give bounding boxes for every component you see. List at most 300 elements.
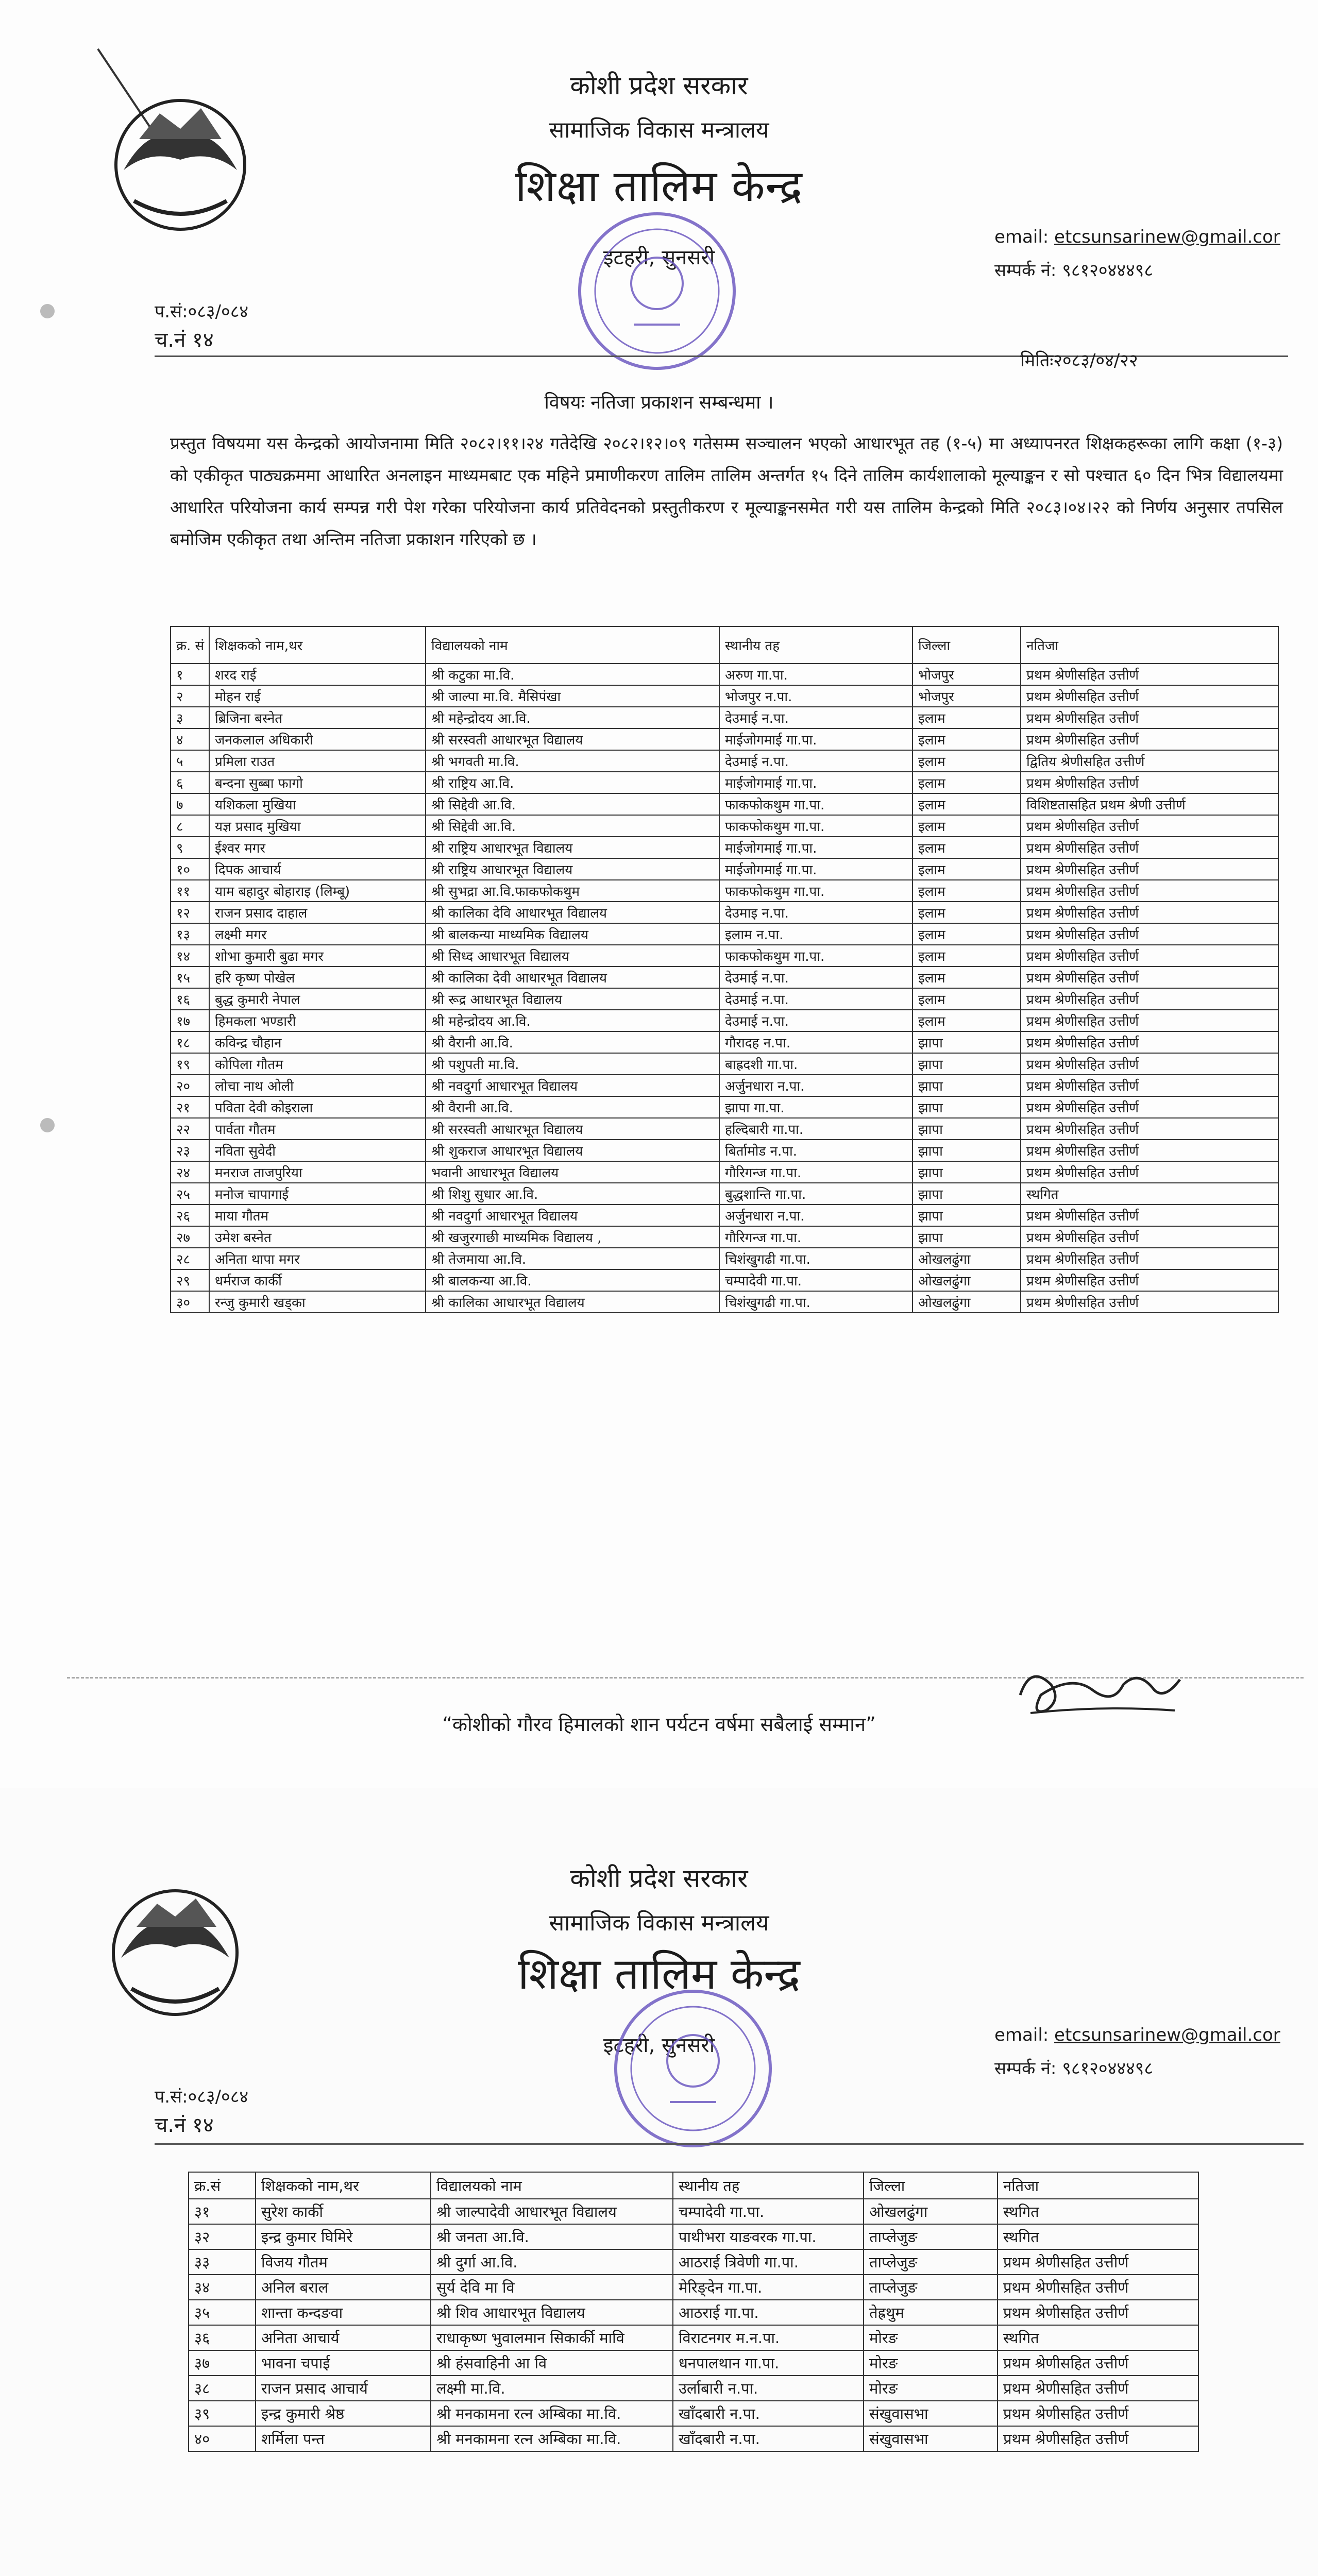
table-cell: प्रथम श्रेणीसहित उत्तीर्ण bbox=[1021, 988, 1278, 1010]
table-row bbox=[171, 1161, 1278, 1183]
email-line bbox=[994, 227, 1280, 247]
table-cell: आठराई त्रिवेणी गा.पा. bbox=[673, 2249, 864, 2275]
table-cell: प्रथम श्रेणीसहित उत्तीर्ण bbox=[998, 2275, 1198, 2300]
table-cell: इलाम bbox=[913, 923, 1021, 945]
table-cell: हिमकला भण्डारी bbox=[209, 1010, 426, 1031]
table-row bbox=[171, 1053, 1278, 1075]
table-cell: शोभा कुमारी बुढा मगर bbox=[209, 945, 426, 967]
table-cell: पाथीभरा याङवरक गा.पा. bbox=[673, 2224, 864, 2249]
table-cell: श्री शिशु सुधार आ.वि. bbox=[426, 1183, 719, 1205]
table-cell: माया गौतम bbox=[209, 1205, 426, 1226]
table-cell: झापा bbox=[913, 1226, 1021, 1248]
table-header-row bbox=[171, 626, 1278, 664]
table-cell: विशिष्टतासहित प्रथम श्रेणी उत्तीर्ण bbox=[1021, 793, 1278, 815]
table-cell: कविन्द्र चौहान bbox=[209, 1031, 426, 1053]
column-header: क्र. सं bbox=[171, 626, 209, 664]
table-cell: प्रथम श्रेणीसहित उत्तीर्ण bbox=[1021, 728, 1278, 750]
table-cell: गौरिगन्ज गा.पा. bbox=[719, 1226, 913, 1248]
table-cell: ८ bbox=[171, 815, 209, 837]
table-cell: प्रथम श्रेणीसहित उत्तीर्ण bbox=[1021, 685, 1278, 707]
table-cell: शर्मिला पन्त bbox=[256, 2426, 431, 2451]
table-cell: ३० bbox=[171, 1291, 209, 1313]
table-cell: प्रथम श्रेणीसहित उत्तीर्ण bbox=[1021, 945, 1278, 967]
table-cell: संखुवासभा bbox=[864, 2426, 998, 2451]
table-cell: बुद्ध कुमारी नेपाल bbox=[209, 988, 426, 1010]
table-cell: भोजपुर bbox=[913, 685, 1021, 707]
table-cell: झापा गा.पा. bbox=[719, 1096, 913, 1118]
table-cell: श्री दुर्गा आ.वि. bbox=[431, 2249, 673, 2275]
table-cell: देउमाई न.पा. bbox=[719, 967, 913, 988]
dispatch-number: च.नं १४ bbox=[155, 2113, 214, 2137]
table-cell: प्रथम श्रेणीसहित उत्तीर्ण bbox=[1021, 1291, 1278, 1313]
contact-number: सम्पर्क नं: ९८१२०४४४९८ bbox=[994, 2058, 1153, 2079]
subject-line: विषयः नतिजा प्रकाशन सम्बन्धमा । bbox=[544, 392, 774, 413]
table-cell: रन्जु कुमारी खड्का bbox=[209, 1291, 426, 1313]
table-cell: श्री सरस्वती आधारभूत विद्यालय bbox=[426, 728, 719, 750]
table-cell: प्रथम श्रेणीसहित उत्तीर्ण bbox=[998, 2249, 1198, 2275]
table-row bbox=[171, 902, 1278, 923]
table-cell: इलाम bbox=[913, 967, 1021, 988]
ministry-name: सामाजिक विकास मन्त्रालय bbox=[549, 117, 769, 143]
table-cell: जनकलाल अधिकारी bbox=[209, 728, 426, 750]
table-cell: हरि कृष्ण पोखेल bbox=[209, 967, 426, 988]
table-cell: ताप्लेजुङ bbox=[864, 2224, 998, 2249]
table-cell: धनपालथान गा.पा. bbox=[673, 2350, 864, 2376]
table-cell: ३८ bbox=[189, 2376, 256, 2401]
table-row bbox=[171, 837, 1278, 858]
table-row bbox=[189, 2350, 1198, 2376]
table-cell: १० bbox=[171, 858, 209, 880]
email-link[interactable]: etcsunsarinew@gmail.cor bbox=[1054, 2025, 1280, 2045]
table-cell: देउमाई न.पा. bbox=[719, 988, 913, 1010]
table-cell: ३६ bbox=[189, 2325, 256, 2350]
table-cell: ५ bbox=[171, 750, 209, 772]
table-cell: बुद्धशान्ति गा.पा. bbox=[719, 1183, 913, 1205]
table-cell: देउमाई न.पा. bbox=[719, 1010, 913, 1031]
table-cell: शान्ता कन्दङवा bbox=[256, 2300, 431, 2325]
table-cell: २ bbox=[171, 685, 209, 707]
table-cell: उर्लाबारी न.पा. bbox=[673, 2376, 864, 2401]
table-cell: झापा bbox=[913, 1118, 1021, 1140]
government-name: कोशी प्रदेश सरकार bbox=[570, 71, 748, 100]
table-cell: स्थगित bbox=[998, 2224, 1198, 2249]
table-cell: यज्ञ प्रसाद मुखिया bbox=[209, 815, 426, 837]
table-cell: आठराई गा.पा. bbox=[673, 2300, 864, 2325]
table-cell: श्री नवदुर्गा आधारभूत विद्यालय bbox=[426, 1075, 719, 1096]
table-cell: २६ bbox=[171, 1205, 209, 1226]
table-cell: खाँदबारी न.पा. bbox=[673, 2426, 864, 2451]
table-cell: श्री सरस्वती आधारभूत विद्यालय bbox=[426, 1118, 719, 1140]
table-cell: ६ bbox=[171, 772, 209, 793]
table-row bbox=[171, 1075, 1278, 1096]
table-cell: इन्द्र कुमार घिमिरे bbox=[256, 2224, 431, 2249]
table-cell: ब्रिजिना बस्नेत bbox=[209, 707, 426, 728]
notice-paragraph: प्रस्तुत विषयमा यस केन्द्रको आयोजनामा मिति २०८२।११।२४ गतेदेखि २०८२।१२।०९ गतेसम्म सञ्चालन भएको आधारभूत तह (१-५) मा अध्यापनरत शिक्षकहरूका लागि कक्षा (१-३) को एकीकृत पाठ्यक्रममा आधारित अनलाइन माध्यमबाट एक महिने प्रमाणीकरण तालिम तालिम अन्तर्गत १५ दिने तालिम कार्यशालाको मूल्याङ्कन र सो पश्चात ६० दिन भित्र विद्यालयमा आधारित परियोजना कार्य सम्पन्न गरी पेश गरेका परियोजना कार्य प्रतिवेदनको प्रस्तुतीकरण र मूल्याङ्कनसमेत गरी यस तालिम केन्द्रको मिति २०८३।०४।२२ को निर्णय अनुसार तपसिल बमोजिम एकीकृत तथा अन्तिम नतिजा प्रकाशन गरिएको छ । bbox=[170, 433, 1283, 549]
office-stamp bbox=[572, 206, 742, 376]
table-cell: इलाम bbox=[913, 793, 1021, 815]
table-cell: श्री महेन्द्रोदय आ.वि. bbox=[426, 1010, 719, 1031]
table-cell: श्री शुकराज आधारभूत विद्यालय bbox=[426, 1140, 719, 1161]
table-cell: पविता देवी कोइराला bbox=[209, 1096, 426, 1118]
ministry-name: सामाजिक विकास मन्त्रालय bbox=[549, 1910, 769, 1936]
column-header: विद्यालयको नाम bbox=[426, 626, 719, 664]
table-cell: प्रथम श्रेणीसहित उत्तीर्ण bbox=[1021, 664, 1278, 685]
table-cell: माईजोगमाई गा.पा. bbox=[719, 837, 913, 858]
table-row bbox=[189, 2275, 1198, 2300]
table-cell: इलाम bbox=[913, 902, 1021, 923]
table-header-row bbox=[189, 2172, 1198, 2199]
table-cell: मोहन राई bbox=[209, 685, 426, 707]
table-cell: इलाम bbox=[913, 728, 1021, 750]
table-cell: चिशंखुगढी गा.पा. bbox=[719, 1291, 913, 1313]
table-cell: गौरिगन्ज गा.पा. bbox=[719, 1161, 913, 1183]
table-cell: ३७ bbox=[189, 2350, 256, 2376]
table-row bbox=[171, 1205, 1278, 1226]
page-2 bbox=[0, 1788, 1318, 2576]
reference-number: प.सं:०८३/०८४ bbox=[155, 301, 249, 322]
table-cell: इलाम bbox=[913, 880, 1021, 902]
table-row bbox=[171, 1118, 1278, 1140]
table-cell: इलाम bbox=[913, 858, 1021, 880]
table-cell: प्रथम श्रेणीसहित उत्तीर्ण bbox=[1021, 880, 1278, 902]
table-cell: ओखलढुंगा bbox=[913, 1291, 1021, 1313]
table-cell: झापा bbox=[913, 1031, 1021, 1053]
table-cell: फाकफोकथुम गा.पा. bbox=[719, 793, 913, 815]
table-row bbox=[171, 750, 1278, 772]
organization-name: शिक्षा तालिम केन्द्र bbox=[518, 1948, 800, 1999]
table-cell: १२ bbox=[171, 902, 209, 923]
table-row bbox=[171, 967, 1278, 988]
table-cell: २० bbox=[171, 1075, 209, 1096]
email-link[interactable]: etcsunsarinew@gmail.cor bbox=[1054, 227, 1280, 247]
table-cell: १४ bbox=[171, 945, 209, 967]
table-cell: १६ bbox=[171, 988, 209, 1010]
table-cell: देउमाई न.पा. bbox=[719, 750, 913, 772]
punch-hole bbox=[40, 1118, 55, 1132]
table-cell: श्री राष्ट्रिय आधारभूत विद्यालय bbox=[426, 837, 719, 858]
office-stamp bbox=[608, 1984, 778, 2154]
table-cell: लक्ष्मी मगर bbox=[209, 923, 426, 945]
table-cell: बाह्रदशी गा.पा. bbox=[719, 1053, 913, 1075]
table-cell: झापा bbox=[913, 1205, 1021, 1226]
results-table-2 bbox=[188, 2172, 1199, 2452]
table-cell: श्री रूद्र आधारभूत विद्यालय bbox=[426, 988, 719, 1010]
table-cell: इलाम bbox=[913, 772, 1021, 793]
table-cell: ३३ bbox=[189, 2249, 256, 2275]
table-cell: प्रथम श्रेणीसहित उत्तीर्ण bbox=[998, 2376, 1198, 2401]
table-cell: ३९ bbox=[189, 2401, 256, 2426]
table-cell: प्रथम श्रेणीसहित उत्तीर्ण bbox=[1021, 967, 1278, 988]
table-cell: अनिता थापा मगर bbox=[209, 1248, 426, 1269]
table-row bbox=[171, 685, 1278, 707]
table-cell: भवानी आधारभूत विद्यालय bbox=[426, 1161, 719, 1183]
table-cell: झापा bbox=[913, 1140, 1021, 1161]
column-header: शिक्षकको नाम,थर bbox=[209, 626, 426, 664]
table-cell: प्रथम श्रेणीसहित उत्तीर्ण bbox=[1021, 1161, 1278, 1183]
table-row bbox=[171, 945, 1278, 967]
table-cell: प्रथम श्रेणीसहित उत्तीर्ण bbox=[1021, 1205, 1278, 1226]
table-cell: बिर्तामोड न.पा. bbox=[719, 1140, 913, 1161]
table-cell: १ bbox=[171, 664, 209, 685]
table-cell: श्री जनता आ.वि. bbox=[431, 2224, 673, 2249]
table-cell: विराटनगर म.न.पा. bbox=[673, 2325, 864, 2350]
table-row bbox=[171, 858, 1278, 880]
table-cell: श्री शिव आधारभूत विद्यालय bbox=[431, 2300, 673, 2325]
table-cell: स्थगित bbox=[998, 2199, 1198, 2224]
table-row bbox=[189, 2376, 1198, 2401]
table-cell: उमेश बस्नेत bbox=[209, 1226, 426, 1248]
table-cell: इलाम bbox=[913, 945, 1021, 967]
table-row bbox=[171, 1291, 1278, 1313]
table-cell: फाकफोकथुम गा.पा. bbox=[719, 880, 913, 902]
table-cell: प्रथम श्रेणीसहित उत्तीर्ण bbox=[1021, 923, 1278, 945]
table-cell: ताप्लेजुङ bbox=[864, 2275, 998, 2300]
table-cell: चम्पादेवी गा.पा. bbox=[673, 2199, 864, 2224]
table-cell: झापा bbox=[913, 1161, 1021, 1183]
table-cell: श्री सुभद्रा आ.वि.फाकफोकथुम bbox=[426, 880, 719, 902]
table-cell: लक्ष्मी मा.वि. bbox=[431, 2376, 673, 2401]
table-row bbox=[189, 2325, 1198, 2350]
table-cell: सुर्य देवि मा वि bbox=[431, 2275, 673, 2300]
table-cell: ३४ bbox=[189, 2275, 256, 2300]
column-header: नतिजा bbox=[1021, 626, 1278, 664]
table-cell: चम्पादेवी गा.पा. bbox=[719, 1269, 913, 1291]
issue-date: मितिः२०८३/०४/२२ bbox=[1020, 350, 1138, 371]
table-cell: प्रथम श्रेणीसहित उत्तीर्ण bbox=[998, 2350, 1198, 2376]
table-cell: २२ bbox=[171, 1118, 209, 1140]
table-cell: २५ bbox=[171, 1183, 209, 1205]
table-cell: इलाम bbox=[913, 1010, 1021, 1031]
table-cell: २९ bbox=[171, 1269, 209, 1291]
table-cell: झापा bbox=[913, 1183, 1021, 1205]
table-cell: ताप्लेजुङ bbox=[864, 2249, 998, 2275]
table-cell: फाकफोकथुम गा.पा. bbox=[719, 945, 913, 967]
table-cell: श्री खजुरगाछी माध्यमिक विद्यालय , bbox=[426, 1226, 719, 1248]
table-cell: इलाम bbox=[913, 707, 1021, 728]
reference-number: प.सं:०८३/०८४ bbox=[155, 2087, 249, 2107]
table-cell: भोजपुर bbox=[913, 664, 1021, 685]
table-cell: याम बहादुर बोहाराइ (लिम्बू) bbox=[209, 880, 426, 902]
table-cell: अनिल बराल bbox=[256, 2275, 431, 2300]
table-cell: प्रथम श्रेणीसहित उत्तीर्ण bbox=[1021, 1140, 1278, 1161]
table-cell: १९ bbox=[171, 1053, 209, 1075]
table-row bbox=[171, 1248, 1278, 1269]
table-cell: श्री वैरानी आ.वि. bbox=[426, 1031, 719, 1053]
table-cell: श्री कटुका मा.वि. bbox=[426, 664, 719, 685]
table-cell: प्रथम श्रेणीसहित उत्तीर्ण bbox=[1021, 1269, 1278, 1291]
table-cell: मोरङ bbox=[864, 2376, 998, 2401]
column-header: शिक्षकको नाम,थर bbox=[256, 2172, 431, 2199]
table-row bbox=[171, 988, 1278, 1010]
table-cell: फाकफोकथुम गा.पा. bbox=[719, 815, 913, 837]
table-cell: ४ bbox=[171, 728, 209, 750]
table-cell: अर्जुनधारा न.पा. bbox=[719, 1075, 913, 1096]
results-table-1 bbox=[170, 626, 1279, 1313]
table-cell: तेह्रथुम bbox=[864, 2300, 998, 2325]
table-cell: अरुण गा.पा. bbox=[719, 664, 913, 685]
table-cell: १५ bbox=[171, 967, 209, 988]
table-row bbox=[171, 1269, 1278, 1291]
table-cell: अर्जुनधारा न.पा. bbox=[719, 1205, 913, 1226]
table-row bbox=[171, 728, 1278, 750]
table-cell: धर्मराज कार्की bbox=[209, 1269, 426, 1291]
table-cell: २४ bbox=[171, 1161, 209, 1183]
table-cell: प्रमिला राउत bbox=[209, 750, 426, 772]
table-cell: प्रथम श्रेणीसहित उत्तीर्ण bbox=[1021, 1053, 1278, 1075]
table-row bbox=[189, 2300, 1198, 2325]
table-row bbox=[171, 1096, 1278, 1118]
table-row bbox=[189, 2199, 1198, 2224]
table-cell: ईश्वर मगर bbox=[209, 837, 426, 858]
table-cell: पार्वता गौतम bbox=[209, 1118, 426, 1140]
table-cell: ओखलढुंगा bbox=[864, 2199, 998, 2224]
column-header: क्र.सं bbox=[189, 2172, 256, 2199]
table-cell: राजन प्रसाद आचार्य bbox=[256, 2376, 431, 2401]
table-row bbox=[171, 707, 1278, 728]
table-cell: चिशंखुगढी गा.पा. bbox=[719, 1248, 913, 1269]
column-header: नतिजा bbox=[998, 2172, 1198, 2199]
table-cell: हल्दिबारी गा.पा. bbox=[719, 1118, 913, 1140]
table-cell: स्थगित bbox=[1021, 1183, 1278, 1205]
column-header: स्थानीय तह bbox=[673, 2172, 864, 2199]
table-cell: दिपक आचार्य bbox=[209, 858, 426, 880]
email-label: email: bbox=[994, 227, 1049, 247]
table-row bbox=[189, 2249, 1198, 2275]
table-cell: नविता सुवेदी bbox=[209, 1140, 426, 1161]
email-label: email: bbox=[994, 2025, 1049, 2045]
table-cell: यशिकला मुखिया bbox=[209, 793, 426, 815]
table-cell: २३ bbox=[171, 1140, 209, 1161]
table-row bbox=[171, 815, 1278, 837]
table-cell: शरद राई bbox=[209, 664, 426, 685]
table-cell: इलाम न.पा. bbox=[719, 923, 913, 945]
table-cell: गौरादह न.पा. bbox=[719, 1031, 913, 1053]
table-cell: श्री मनकामना रत्न अम्बिका मा.वि. bbox=[431, 2401, 673, 2426]
table-row bbox=[171, 1031, 1278, 1053]
table-cell: इलाम bbox=[913, 837, 1021, 858]
table-cell: प्रथम श्रेणीसहित उत्तीर्ण bbox=[1021, 858, 1278, 880]
footer-slogan: “कोशीको गौरव हिमालको शान पर्यटन वर्षमा सबैलाई सम्मान” bbox=[442, 1713, 876, 1736]
table-cell: बन्दना सुब्बा फागो bbox=[209, 772, 426, 793]
table-cell: प्रथम श्रेणीसहित उत्तीर्ण bbox=[1021, 902, 1278, 923]
column-header: जिल्ला bbox=[864, 2172, 998, 2199]
table-cell: झापा bbox=[913, 1096, 1021, 1118]
table-cell: मोरङ bbox=[864, 2350, 998, 2376]
dispatch-number: च.नं १४ bbox=[155, 328, 214, 352]
table-cell: ९ bbox=[171, 837, 209, 858]
table-cell: प्रथम श्रेणीसहित उत्तीर्ण bbox=[998, 2300, 1198, 2325]
table-cell: श्री महेन्द्रोदय आ.वि. bbox=[426, 707, 719, 728]
table-cell: श्री नवदुर्गा आधारभूत विद्यालय bbox=[426, 1205, 719, 1226]
table-cell: प्रथम श्रेणीसहित उत्तीर्ण bbox=[1021, 837, 1278, 858]
table-cell: श्री कालिका देवी आधारभूत विद्यालय bbox=[426, 967, 719, 988]
table-cell: श्री सिद्देवी आ.वि. bbox=[426, 793, 719, 815]
table-cell: संखुवासभा bbox=[864, 2401, 998, 2426]
table-cell: माईजोगमाई गा.पा. bbox=[719, 728, 913, 750]
table-cell: देउमाई न.पा. bbox=[719, 707, 913, 728]
table-cell: प्रथम श्रेणीसहित उत्तीर्ण bbox=[1021, 1010, 1278, 1031]
table-row bbox=[171, 1140, 1278, 1161]
table-cell: ३५ bbox=[189, 2300, 256, 2325]
table-cell: प्रथम श्रेणीसहित उत्तीर्ण bbox=[998, 2401, 1198, 2426]
results-table-1-body bbox=[171, 664, 1278, 1313]
table-cell: इन्द्र कुमारी श्रेष्ठ bbox=[256, 2401, 431, 2426]
table-cell: देउमाइ न.पा. bbox=[719, 902, 913, 923]
table-cell: माईजोगमाई गा.पा. bbox=[719, 772, 913, 793]
table-cell: ७ bbox=[171, 793, 209, 815]
table-row bbox=[171, 664, 1278, 685]
punch-hole bbox=[40, 304, 55, 318]
table-cell: श्री भगवती मा.वि. bbox=[426, 750, 719, 772]
organization-name: शिक्षा तालिम केन्द्र bbox=[515, 161, 803, 211]
table-cell: मनराज ताजपुरिया bbox=[209, 1161, 426, 1183]
table-cell: १३ bbox=[171, 923, 209, 945]
table-cell: श्री पशुपती मा.वि. bbox=[426, 1053, 719, 1075]
table-cell: २८ bbox=[171, 1248, 209, 1269]
table-cell: प्रथम श्रेणीसहित उत्तीर्ण bbox=[1021, 707, 1278, 728]
table-cell: प्रथम श्रेणीसहित उत्तीर्ण bbox=[1021, 1118, 1278, 1140]
table-cell: द्वितिय श्रेणीसहित उत्तीर्ण bbox=[1021, 750, 1278, 772]
table-cell: मेरिङ्देन गा.पा. bbox=[673, 2275, 864, 2300]
table-cell: श्री कालिका देवि आधारभूत विद्यालय bbox=[426, 902, 719, 923]
table-cell: श्री जाल्पा मा.वि. मैसिपंखा bbox=[426, 685, 719, 707]
table-cell: ३१ bbox=[189, 2199, 256, 2224]
table-row bbox=[171, 1226, 1278, 1248]
organization-location: इटहरी, सुनसरी bbox=[603, 2033, 715, 2057]
table-cell: श्री हंसवाहिनी आ वि bbox=[431, 2350, 673, 2376]
contact-number: सम्पर्क नं: ९८१२०४४४९८ bbox=[994, 260, 1153, 281]
table-cell: ४० bbox=[189, 2426, 256, 2451]
table-cell: कोपिला गौतम bbox=[209, 1053, 426, 1075]
table-cell: लोचा नाथ ओली bbox=[209, 1075, 426, 1096]
table-row bbox=[171, 1010, 1278, 1031]
table-cell: श्री कालिका आधारभूत विद्यालय bbox=[426, 1291, 719, 1313]
table-cell: ११ bbox=[171, 880, 209, 902]
table-cell: विजय गौतम bbox=[256, 2249, 431, 2275]
table-cell: भोजपुर न.पा. bbox=[719, 685, 913, 707]
table-cell: इलाम bbox=[913, 750, 1021, 772]
table-cell: इलाम bbox=[913, 988, 1021, 1010]
table-cell: सुरेश कार्की bbox=[256, 2199, 431, 2224]
table-row bbox=[171, 923, 1278, 945]
table-cell: प्रथम श्रेणीसहित उत्तीर्ण bbox=[1021, 772, 1278, 793]
table-row bbox=[189, 2224, 1198, 2249]
table-cell: राजन प्रसाद दाहाल bbox=[209, 902, 426, 923]
column-header: स्थानीय तह bbox=[719, 626, 913, 664]
table-cell: ३ bbox=[171, 707, 209, 728]
table-cell: १८ bbox=[171, 1031, 209, 1053]
table-cell: झापा bbox=[913, 1053, 1021, 1075]
table-row bbox=[171, 793, 1278, 815]
table-cell: श्री सिध्द आधारभूत विद्यालय bbox=[426, 945, 719, 967]
table-cell: ३२ bbox=[189, 2224, 256, 2249]
table-cell: श्री सिद्देवी आ.वि. bbox=[426, 815, 719, 837]
government-name: कोशी प्रदेश सरकार bbox=[570, 1863, 748, 1893]
table-row bbox=[171, 880, 1278, 902]
table-row bbox=[171, 772, 1278, 793]
table-cell: प्रथम श्रेणीसहित उत्तीर्ण bbox=[998, 2426, 1198, 2451]
header-divider bbox=[155, 2143, 1304, 2145]
table-cell: स्थगित bbox=[998, 2325, 1198, 2350]
table-cell: २७ bbox=[171, 1226, 209, 1248]
organization-location: इटहरी, सुनसरी bbox=[603, 246, 715, 269]
email-line bbox=[994, 2025, 1280, 2045]
table-cell: ओखलढुंगा bbox=[913, 1269, 1021, 1291]
table-cell: प्रथम श्रेणीसहित उत्तीर्ण bbox=[1021, 1226, 1278, 1248]
table-cell: श्री मनकामना रत्न अम्बिका मा.वि. bbox=[431, 2426, 673, 2451]
table-cell: प्रथम श्रेणीसहित उत्तीर्ण bbox=[1021, 1031, 1278, 1053]
table-cell: श्री बालकन्या आ.वि. bbox=[426, 1269, 719, 1291]
